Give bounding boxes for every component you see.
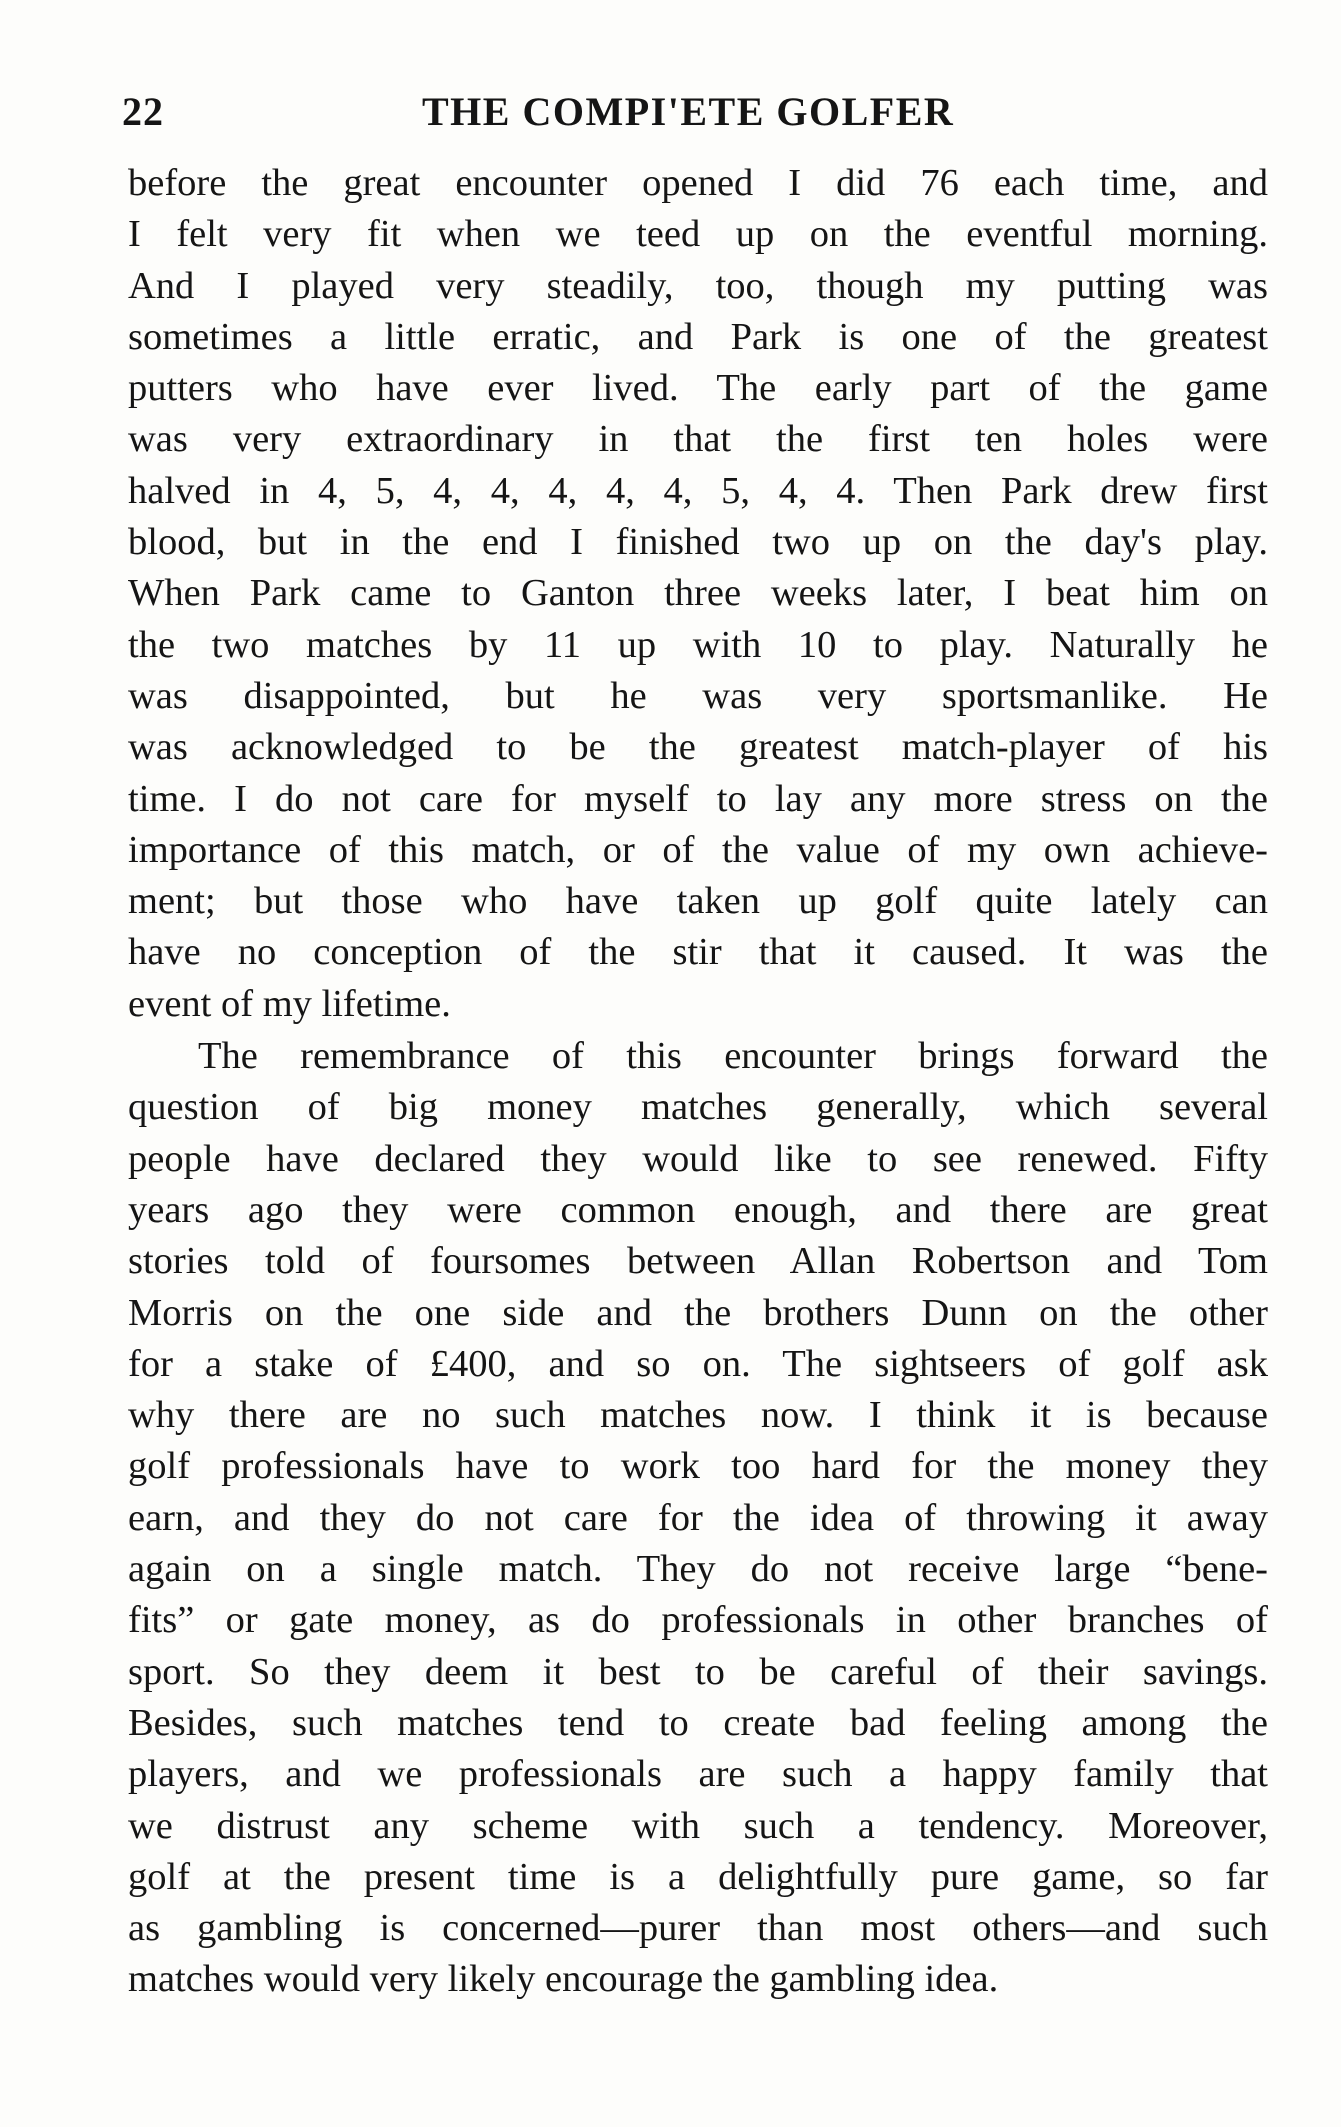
paragraph-2 xyxy=(128,1031,1268,2006)
text-line: golf at the present time is a delightfully pure game, so far xyxy=(128,1855,1268,1898)
text-line: as gambling is concerned—purer than most others—and such xyxy=(128,1907,1268,1950)
text-line: ment; but those who have taken up golf quite lately can xyxy=(128,880,1268,923)
running-title: THE COMPI'ETE GOLFER xyxy=(422,89,955,134)
text-line: was very extraordinary in that the first ten holes were xyxy=(128,418,1268,461)
text-line: halved in 4, 5, 4, 4, 4, 4, 4, 5, 4, 4. Then Park drew first xyxy=(128,469,1268,512)
text-line: I felt very fit when we teed up on the eventful morning. xyxy=(128,213,1268,256)
text-line: golf professionals have to work too hard for the money they xyxy=(128,1445,1268,1488)
page-number: 22 xyxy=(122,89,164,134)
text-line: why there are no such matches now. I think it is because xyxy=(128,1394,1268,1437)
text-line: players, and we professionals are such a happy family that xyxy=(128,1753,1268,1796)
text-line: we distrust any scheme with such a tendency. Moreover, xyxy=(128,1804,1268,1847)
paragraph-1 xyxy=(128,158,1268,1030)
text-line: earn, and they do not care for the idea of throwing it away xyxy=(128,1496,1268,1539)
text-line: blood, but in the end I finished two up on the day's play. xyxy=(128,521,1268,564)
text-line: again on a single match. They do not receive large “bene- xyxy=(128,1548,1268,1591)
text-line: have no conception of the stir that it caused. It was the xyxy=(128,931,1268,974)
text-line: was acknowledged to be the greatest match-player of his xyxy=(128,726,1268,769)
text-line: fits” or gate money, as do professionals in other branches of xyxy=(128,1599,1268,1642)
text-line: sometimes a little erratic, and Park is one of the greatest xyxy=(128,315,1268,358)
text-line: matches would very likely encourage the gambling idea. xyxy=(128,1958,999,2001)
text-line: Besides, such matches tend to create bad feeling among the xyxy=(128,1701,1268,1744)
text-line: Morris on the one side and the brothers Dunn on the other xyxy=(128,1291,1268,1334)
text-line: putters who have ever lived. The early part of the game xyxy=(128,367,1268,410)
text-line: question of big money matches generally, which several xyxy=(128,1086,1268,1129)
text-line: sport. So they deem it best to be careful of their savings. xyxy=(128,1650,1268,1693)
text-line: And I played very steadily, too, though my putting was xyxy=(128,264,1268,307)
text-line: event of my lifetime. xyxy=(128,982,451,1025)
text-line: When Park came to Ganton three weeks later, I beat him on xyxy=(128,572,1268,615)
text-line: was disappointed, but he was very sportsmanlike. He xyxy=(128,674,1268,717)
body-text xyxy=(128,158,1268,2006)
text-line: people have declared they would like to see renewed. Fifty xyxy=(128,1137,1268,1180)
page-header xyxy=(122,88,1262,138)
text-line: years ago they were common enough, and there are great xyxy=(128,1188,1268,1231)
text-line: stories told of foursomes between Allan Robertson and Tom xyxy=(128,1240,1268,1283)
text-line: before the great encounter opened I did 76 each time, and xyxy=(128,162,1268,204)
text-line: the two matches by 11 up with 10 to play. Naturally he xyxy=(128,623,1268,666)
text-line: for a stake of £400, and so on. The sightseers of golf ask xyxy=(128,1342,1268,1385)
text-line: importance of this match, or of the value of my own achieve- xyxy=(128,828,1268,871)
text-line: The remembrance of this encounter brings forward the xyxy=(198,1035,1268,1078)
text-line: time. I do not care for myself to lay any more stress on the xyxy=(128,777,1268,820)
